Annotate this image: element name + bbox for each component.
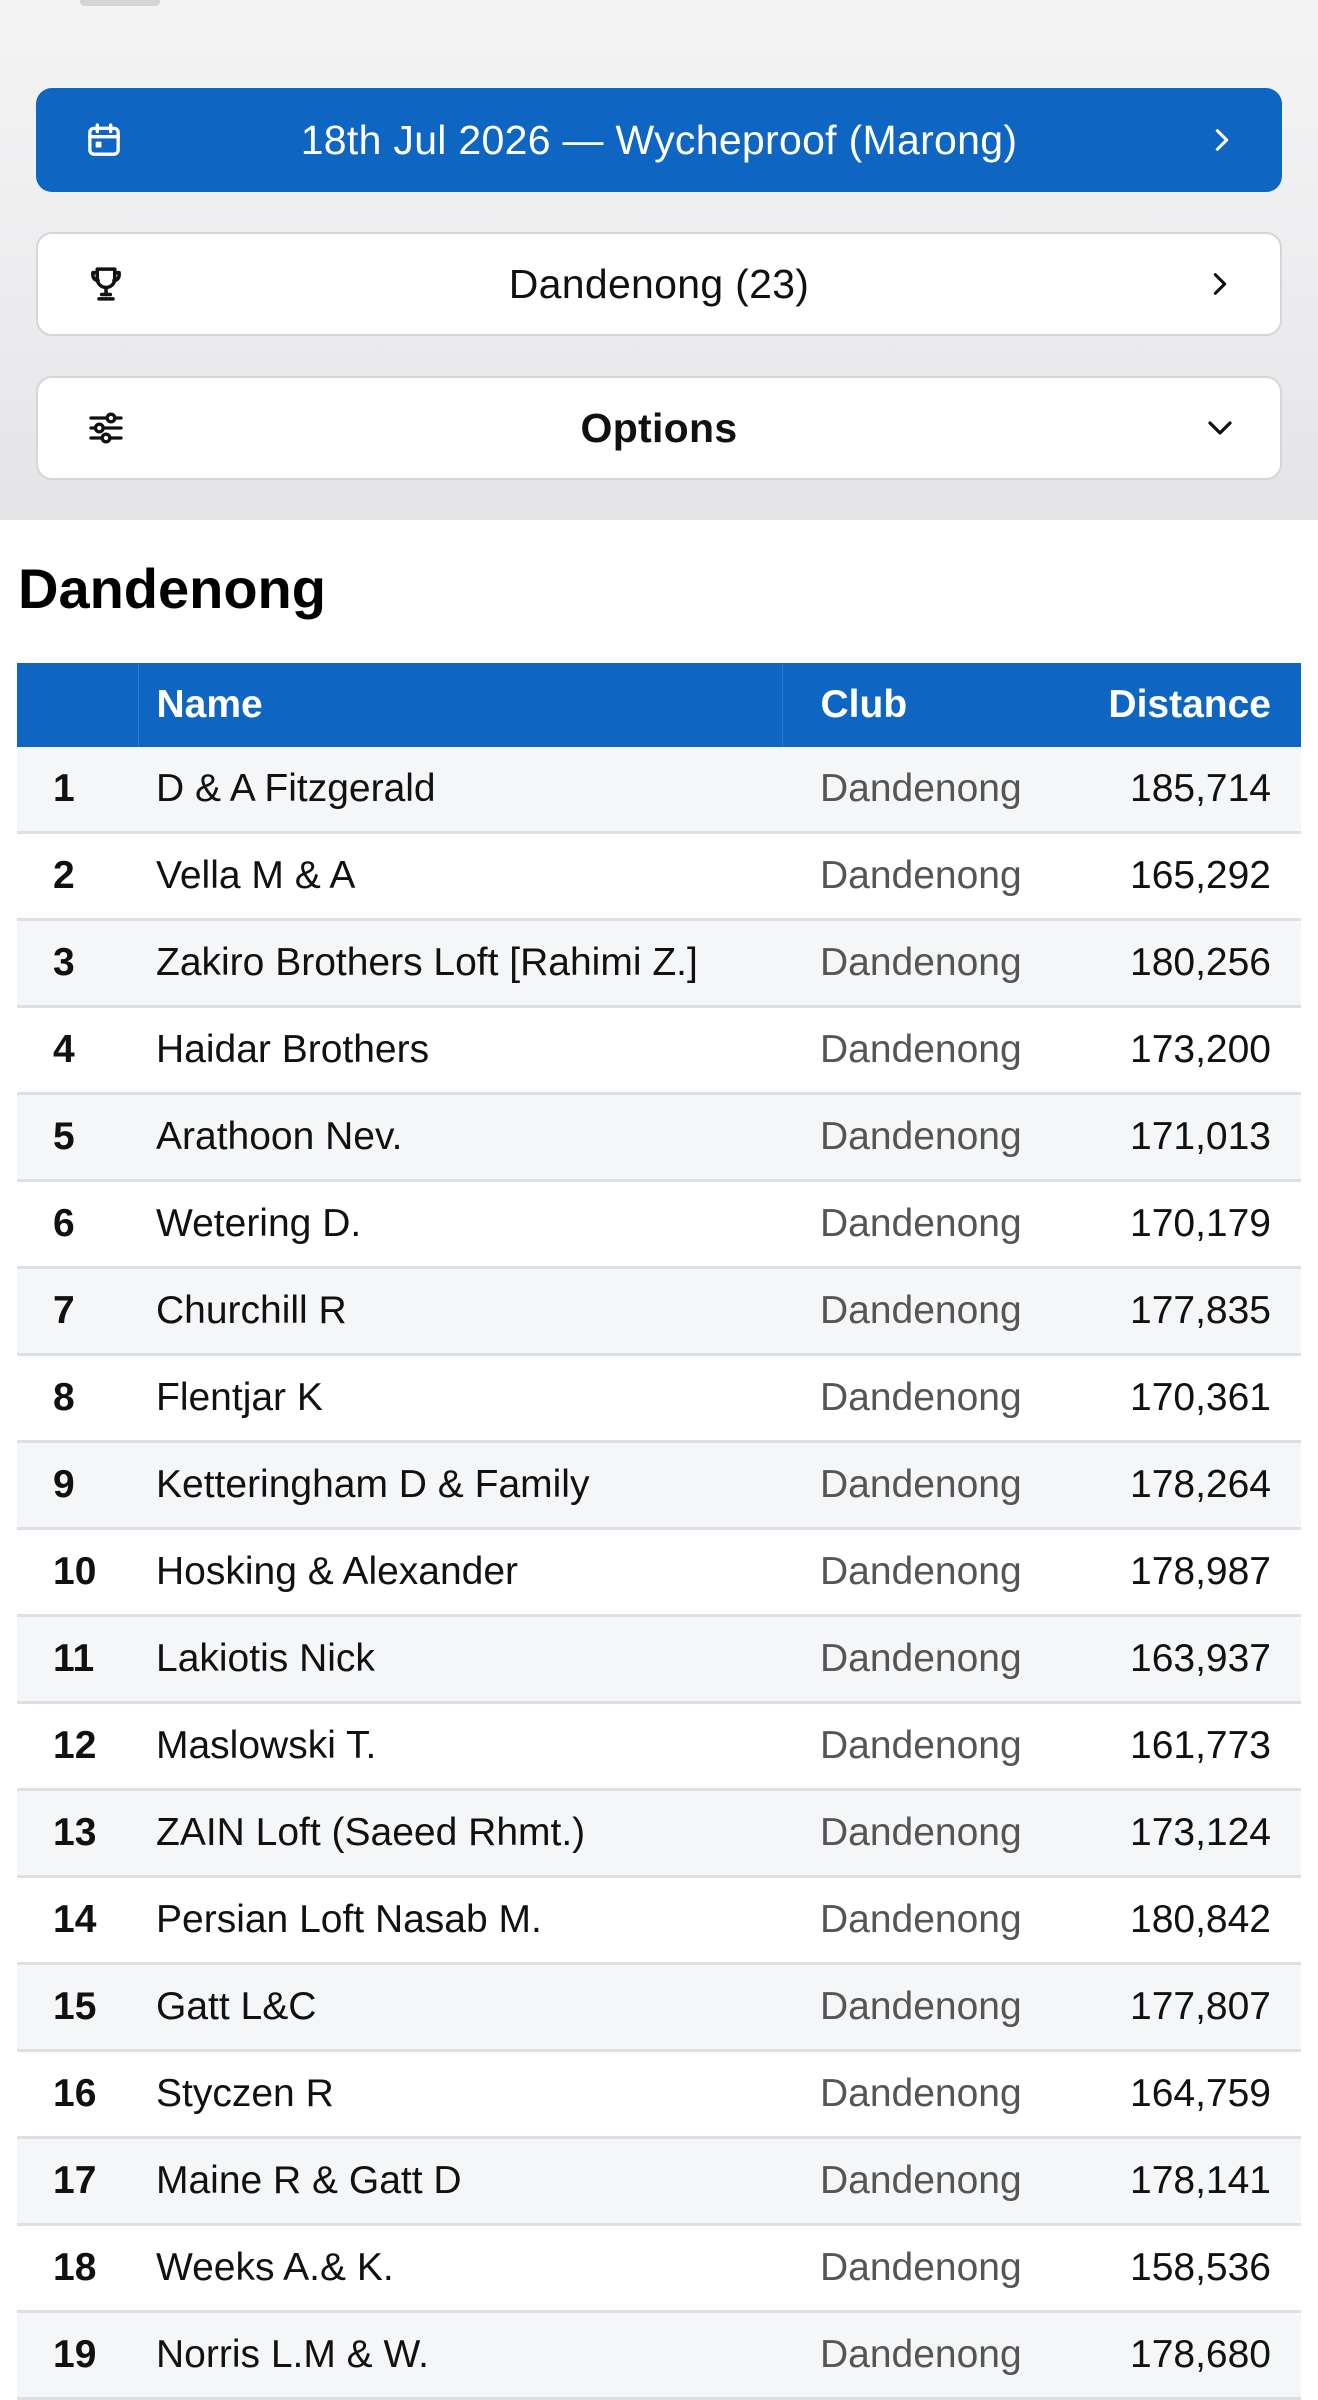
table-row[interactable] [17,1529,1301,1616]
row-position: 8 [17,1355,138,1442]
row-club: Dandenong [782,1877,1032,1964]
row-distance: 161,773 [1032,1703,1301,1790]
row-club: Dandenong [782,2312,1032,2399]
row-club: Dandenong [782,747,1032,833]
row-position: 19 [17,2312,138,2399]
row-position: 15 [17,1964,138,2051]
row-name: Flentjar K [138,1355,782,1442]
row-distance: 185,714 [1032,747,1301,833]
row-name: Maslowski T. [138,1703,782,1790]
row-name: Hosking & Alexander [138,1529,782,1616]
column-header-distance[interactable]: Distance [1032,663,1301,747]
row-name: Ketteringham D & Family [138,1442,782,1529]
row-name: D & A Fitzgerald [138,747,782,833]
row-name: Churchill R [138,1268,782,1355]
column-header-position [17,663,138,747]
row-distance: 171,013 [1032,1094,1301,1181]
table-row[interactable] [17,1181,1301,1268]
row-distance: 180,256 [1032,920,1301,1007]
table-row[interactable] [17,2138,1301,2225]
row-club: Dandenong [782,1616,1032,1703]
table-row[interactable] [17,747,1301,833]
table-row[interactable] [17,1094,1301,1181]
trophy-icon [82,260,130,308]
row-name: Styczen R [138,2051,782,2138]
row-distance: 178,264 [1032,1442,1301,1529]
row-distance: 164,759 [1032,2051,1301,2138]
table-row[interactable] [17,1877,1301,1964]
table-row[interactable] [17,920,1301,1007]
row-club: Dandenong [782,1790,1032,1877]
row-position: 14 [17,1877,138,1964]
row-name: Arathoon Nev. [138,1094,782,1181]
row-position: 7 [17,1268,138,1355]
row-name: Lakiotis Nick [138,1616,782,1703]
row-club: Dandenong [782,1181,1032,1268]
chevron-right-icon [1202,266,1238,302]
drag-handle [80,0,160,6]
row-position: 4 [17,1007,138,1094]
row-name: ZAIN Loft (Saeed Rhmt.) [138,1790,782,1877]
selector-panel [0,0,1318,520]
row-distance: 170,179 [1032,1181,1301,1268]
row-position: 5 [17,1094,138,1181]
row-position: 2 [17,833,138,920]
race-selector-label: 18th Jul 2026 — Wycheproof (Marong) [300,116,1018,163]
row-club: Dandenong [782,1529,1032,1616]
table-row[interactable] [17,833,1301,920]
row-name: Gatt L&C [138,1964,782,2051]
row-club: Dandenong [782,2051,1032,2138]
table-row[interactable] [17,1268,1301,1355]
table-row[interactable] [17,1007,1301,1094]
row-club: Dandenong [782,1442,1032,1529]
table-row[interactable] [17,1790,1301,1877]
table-row[interactable] [17,1355,1301,1442]
row-position: 6 [17,1181,138,1268]
table-row[interactable] [17,1703,1301,1790]
row-distance: 170,361 [1032,1355,1301,1442]
row-distance: 173,200 [1032,1007,1301,1094]
row-name: Maine R & Gatt D [138,2138,782,2225]
row-distance: 158,536 [1032,2225,1301,2312]
row-name: Haidar Brothers [138,1007,782,1094]
row-position: 16 [17,2051,138,2138]
table-row[interactable] [17,1964,1301,2051]
sliders-icon [82,404,130,452]
row-name: Wetering D. [138,1181,782,1268]
row-club: Dandenong [782,1094,1032,1181]
table-row[interactable] [17,1616,1301,1703]
row-club: Dandenong [782,1355,1032,1442]
row-distance: 177,807 [1032,1964,1301,2051]
column-header-name[interactable]: Name [138,663,782,747]
row-club: Dandenong [782,833,1032,920]
row-distance: 177,835 [1032,1268,1301,1355]
table-row[interactable] [17,2051,1301,2138]
row-distance: 178,141 [1032,2138,1301,2225]
row-position: 13 [17,1790,138,1877]
page-title: Dandenong [18,557,326,620]
table-row[interactable] [17,1442,1301,1529]
row-distance: 173,124 [1032,1790,1301,1877]
row-club: Dandenong [782,1007,1032,1094]
chevron-down-icon [1202,410,1238,446]
row-position: 12 [17,1703,138,1790]
club-selector-label: Dandenong (23) [508,260,810,307]
race-selector-button[interactable] [36,88,1282,192]
row-club: Dandenong [782,920,1032,1007]
row-position: 11 [17,1616,138,1703]
column-header-club[interactable]: Club [782,663,1032,747]
row-club: Dandenong [782,2225,1032,2312]
row-name: Vella M & A [138,833,782,920]
table-row[interactable] [17,2225,1301,2312]
options-toggle-button[interactable] [36,376,1282,480]
row-name: Zakiro Brothers Loft [Rahimi Z.] [138,920,782,1007]
row-distance: 163,937 [1032,1616,1301,1703]
row-position: 10 [17,1529,138,1616]
row-name: Weeks A.& K. [138,2225,782,2312]
row-position: 18 [17,2225,138,2312]
results-table [17,663,1301,2400]
table-header-row [17,663,1301,747]
row-distance: 165,292 [1032,833,1301,920]
row-club: Dandenong [782,1964,1032,2051]
row-position: 17 [17,2138,138,2225]
row-distance: 180,842 [1032,1877,1301,1964]
row-distance: 178,987 [1032,1529,1301,1616]
row-name: Persian Loft Nasab M. [138,1877,782,1964]
table-row[interactable] [17,2312,1301,2399]
options-label: Options [580,404,738,451]
row-position: 3 [17,920,138,1007]
chevron-right-icon [1204,122,1240,158]
row-position: 1 [17,747,138,833]
club-selector-button[interactable] [36,232,1282,336]
row-club: Dandenong [782,2138,1032,2225]
row-distance: 178,680 [1032,2312,1301,2399]
calendar-icon [80,116,128,164]
row-club: Dandenong [782,1268,1032,1355]
row-position: 9 [17,1442,138,1529]
row-club: Dandenong [782,1703,1032,1790]
row-name: Norris L.M & W. [138,2312,782,2399]
